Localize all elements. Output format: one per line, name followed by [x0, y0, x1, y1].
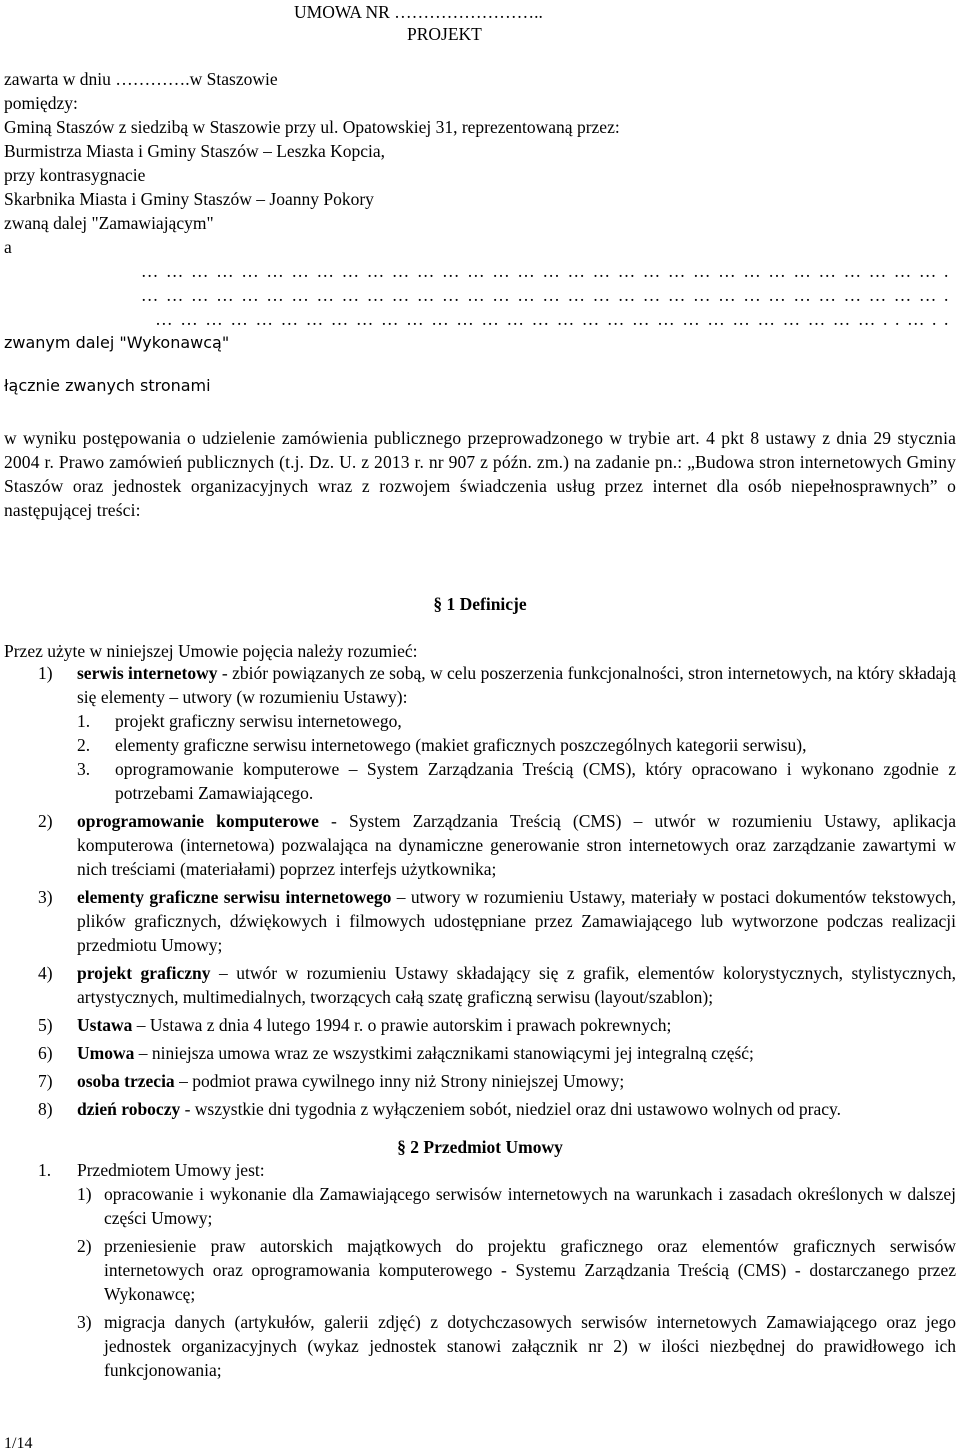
definition-item [0, 809, 960, 881]
definition-term: elementy graficzne serwisu internetowego [77, 887, 392, 907]
contractor-blank-line-2: ……………………………………………………………………………………. [140, 285, 956, 305]
subitem-text: elementy graficzne serwisu internetowego (makiet graficznych poszczególnych kategorii serwisu), [115, 735, 807, 755]
definition-text: – niniejsza umowa wraz ze wszystkimi załącznikami stanowiącymi jej integralną część; [134, 1043, 754, 1063]
definition-term: Umowa [77, 1043, 135, 1063]
countersignature-label: przy kontrasygnacie [4, 165, 146, 185]
item-number: 6) [38, 1043, 53, 1063]
definition-text: - wszystkie dni tygodnia z wyłączeniem sobót, niedziel oraz dni ustawowo wolnych od pracy. [180, 1099, 841, 1119]
item-number: 2) [38, 811, 53, 831]
definition-term: projekt graficzny [77, 963, 211, 983]
contractor-label: zwanym dalej "Wykonawcą" [4, 333, 230, 352]
contractor-blank-line-3: ……………………………………………………………………………..….. [155, 309, 956, 329]
subject-list [0, 1182, 960, 1382]
party-treasurer: Skarbnika Miasta i Gminy Staszów – Joanny Pokory [4, 189, 374, 209]
definition-term: oprogramowanie komputerowe [77, 811, 319, 831]
between-label: pomiędzy: [4, 93, 78, 113]
item-text: opracowanie i wykonanie dla Zamawiającego serwisów internetowych na warunkach i zasadach określonych w dalszej części Umowy; [104, 1184, 956, 1228]
definition-item [0, 885, 960, 957]
subitem-text: projekt graficzny serwisu internetowego, [115, 711, 402, 731]
party-mayor: Burmistrza Miasta i Gminy Staszów – Leszka Kopcia, [4, 141, 386, 161]
item-number: 8) [38, 1099, 53, 1119]
item-number: 3) [77, 1312, 92, 1332]
item-text: migracja danych (artykułów, galerii zdjęć) z dotychczasowych serwisów internetowych Zamawiającego oraz jego jednostek organizacyjnych (wykaz jednostek stanowi załącznik nr 2) w ilości niezbędnej do prawidłowego ich funkcjonowania; [104, 1312, 956, 1380]
item-number: 7) [38, 1071, 53, 1091]
definition-subitem: 1. projekt graficzny serwisu internetowego, [77, 711, 402, 731]
section-2-heading: § 2 Przedmiot Umowy [397, 1137, 563, 1157]
definition-term: serwis internetowy [77, 663, 218, 683]
definition-term: osoba trzecia [77, 1071, 175, 1091]
definition-text: – podmiot prawa cywilnego inny niż Strony niniejszej Umowy; [174, 1071, 625, 1091]
section-2-lead-number: 1. [38, 1160, 52, 1180]
definition-text: - System Zarządzania Treścią (CMS) – utwór w rozumieniu Ustawy, aplikacja komputerowa (internetowa) pozwalająca na dynamiczne generowanie stron internetowych oraz zarządzanie zawartymi w nich treściami (materiałami) poprzez interfejs użytkownika; [77, 811, 956, 879]
ordering-party-label: zwaną dalej "Zamawiającym" [4, 213, 214, 233]
subject-item [0, 1234, 960, 1306]
definition-text: – Ustawa z dnia 4 lutego 1994 r. o prawie autorskim i prawach pokrewnych; [132, 1015, 672, 1035]
definition-text: - zbiór powiązanych ze sobą, w celu poszerzenia funkcjonalności, stron internetowych, na który składają się elementy – utwory (w rozumieniu Ustawy): [77, 663, 956, 707]
item-number: 4) [38, 963, 53, 983]
intro-paragraph: w wyniku postępowania o udzielenie zamówienia publicznego przeprowadzonego w trybie art. 4 pkt 8 ustawy z dnia 29 stycznia 2004 r. Prawo zamówień publicznych (t.j. Dz. U. z 2013 r. nr 907 z późn. zm.) na zadanie pn.: „Budowa stron internetowych Gminy Staszów oraz jednostek organizacyjnych wraz z rozwojem świadczenia usług przez internet dla osób niepełnosprawnych” o następującej treści: [4, 428, 956, 520]
definition-item [0, 1013, 960, 1037]
definition-text: – utwory w rozumieniu Ustawy, materiały w postaci dokumentów tekstowych, plików graficznych, dźwiękowych i filmowych udostępniane przez Zamawiającego lub wytworzone podczas realizacji przedmiotu Umowy; [77, 887, 956, 955]
parties-together-label: łącznie zwanych stronami [4, 376, 211, 395]
item-number: 1) [38, 663, 53, 683]
subitem-text: oprogramowanie komputerowe – System Zarządzania Treścią (CMS), który opracowano i wykonano zgodnie z potrzebami Zamawiającego. [115, 759, 956, 803]
item-number: 3) [38, 887, 53, 907]
and-label: a [4, 237, 12, 257]
subject-item [0, 1182, 960, 1230]
project-label: PROJEKT [407, 24, 482, 44]
definition-term: dzień roboczy [77, 1099, 181, 1119]
item-text: przeniesienie praw autorskich majątkowych do projektu graficznego oraz elementów graficznych serwisów internetowych oraz oprogramowania komputerowego - Systemu Zarządzania Treścią (CMS) - dostarczanego przez Wykonawcę; [104, 1236, 956, 1304]
definition-term: Ustawa [77, 1015, 133, 1035]
definition-text: – utwór w rozumieniu Ustawy składający się z grafik, elementów kolorystycznych, stylistycznych, artystycznych, multimedialnych, tworzących całą szatę graficzną serwisu (layout/szablon); [77, 963, 956, 1007]
party-municipality: Gminą Staszów z siedzibą w Staszowie przy ul. Opatowskiej 31, reprezentowaną przez: [4, 117, 620, 137]
section-1-heading: § 1 Definicje [433, 594, 527, 614]
parties-block [4, 67, 956, 259]
contractor-blank-line-1: ……………………………………………………………………………………. [140, 261, 956, 281]
item-number: 2) [77, 1236, 92, 1256]
item-number: 5) [38, 1015, 53, 1035]
subject-item [0, 1310, 960, 1382]
definition-item [0, 1041, 960, 1065]
definition-subitem: 3. oprogramowanie komputerowe – System Zarządzania Treścią (CMS), który opracowano i wykonano zgodnie z potrzebami Zamawiającego. [77, 759, 956, 803]
section-1-lead: Przez użyte w niniejszej Umowie pojęcia należy rozumieć: [4, 641, 418, 661]
contract-title: UMOWA NR …………………….. [294, 2, 543, 22]
item-number: 1) [77, 1184, 92, 1204]
definition-item [0, 1069, 960, 1093]
definition-item [0, 661, 960, 709]
definition-item [0, 961, 960, 1009]
page-number: 1/14 [4, 1435, 33, 1452]
contract-date-line: zawarta w dniu ………….w Staszowie [4, 69, 278, 89]
definitions-list [0, 661, 960, 1145]
section-2-lead: Przedmiotem Umowy jest: [77, 1160, 265, 1180]
definition-subitem: 2. elementy graficzne serwisu internetowego (makiet graficznych poszczególnych kategorii serwisu), [77, 735, 807, 755]
